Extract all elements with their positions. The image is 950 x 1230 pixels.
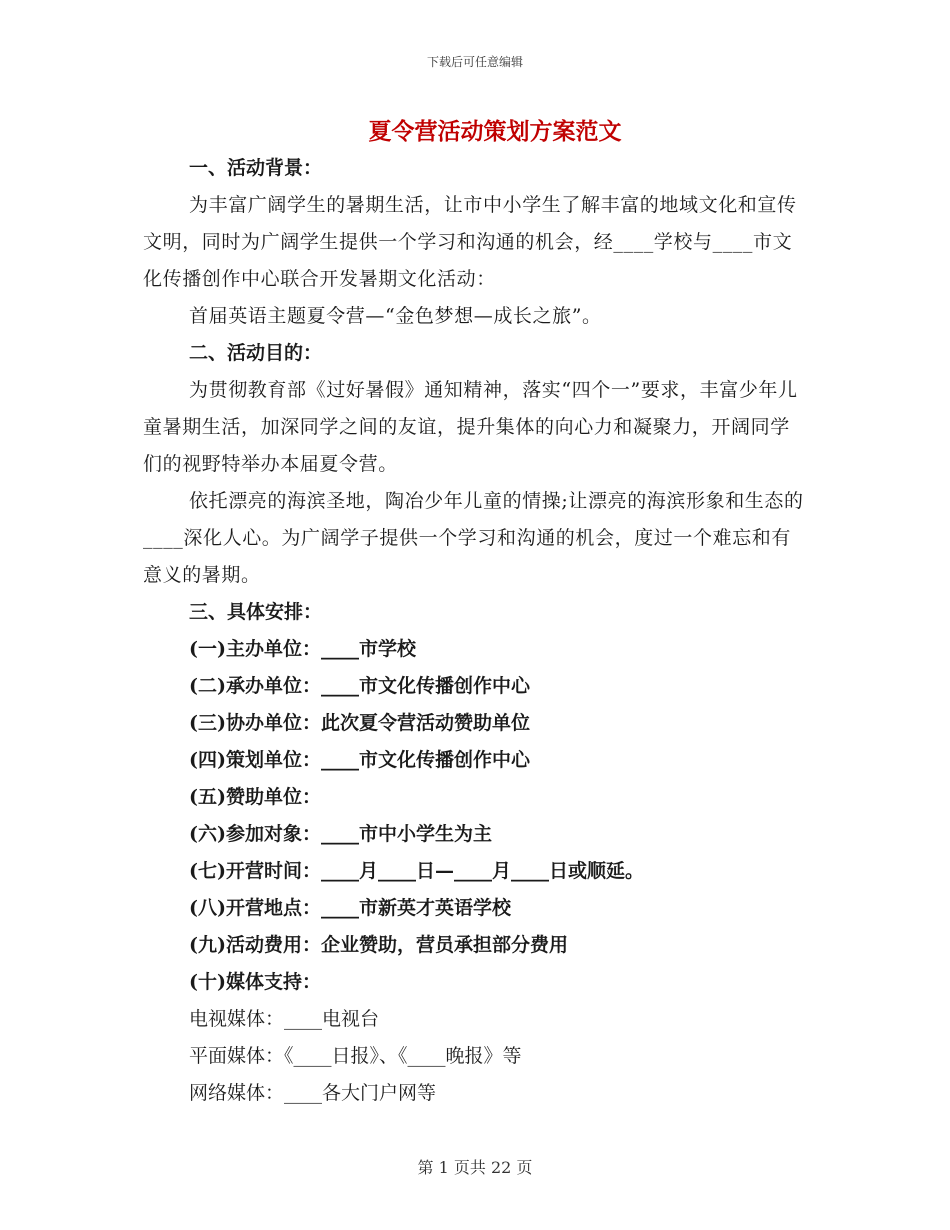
arrangement-item: (三)协办单位：此次夏令营活动赞助单位: [189, 712, 530, 734]
section-heading-arrangement: 三、具体安排：: [189, 601, 323, 623]
section-heading-purpose: 二、活动目的：: [189, 342, 323, 364]
arrangement-item: (七)开营时间：____月____日—____月____日或顺延。: [189, 860, 644, 882]
section-heading-background: 一、活动背景：: [189, 157, 323, 179]
arrangement-item: (六)参加对象：____市中小学生为主: [189, 823, 492, 845]
background-paragraph-2: 首届英语主题夏令营—“金色梦想—成长之旅”。: [189, 305, 602, 327]
arrangement-item: (八)开营地点：____市新英才英语学校: [189, 897, 511, 919]
media-item: 电视媒体：____电视台: [189, 1008, 380, 1030]
document-body: [143, 150, 808, 1112]
arrangement-item: (九)活动费用：企业赞助，营员承担部分费用: [189, 934, 568, 956]
purpose-paragraph-1: 为贯彻教育部《过好暑假》通知精神，落实“四个一”要求，丰富少年儿童暑期生活，加深同学之间的友谊，提升集体的向心力和凝聚力，开阔同学们的视野特举办本届夏令营。: [143, 379, 798, 475]
page-footer: 第 1 页共 22 页: [417, 1158, 533, 1177]
arrangement-item: (二)承办单位：____市文化传播创作中心: [189, 675, 530, 697]
arrangement-item: (五)赞助单位：: [189, 786, 321, 808]
arrangement-item: (一)主办单位：____市学校: [189, 638, 416, 660]
arrangement-item: (十)媒体支持：: [189, 971, 321, 993]
purpose-paragraph-2: 依托漂亮的海滨圣地，陶冶少年儿童的情操;让漂亮的海滨形象和生态的____深化人心。为广阔学子提供一个学习和沟通的机会，度过一个难忘和有意义的暑期。: [143, 490, 804, 586]
header-note: 下载后可任意编辑: [426, 55, 523, 69]
media-item: 网络媒体：____各大门户网等: [189, 1082, 437, 1104]
background-paragraph-1: 为丰富广阔学生的暑期生活，让市中小学生了解丰富的地域文化和宣传文明，同时为广阔学生提供一个学习和沟通的机会，经____学校与____市文化传播创作中心联合开发暑期文化活动：: [143, 194, 797, 290]
media-item: 平面媒体：《____日报》、《____晚报》等: [189, 1045, 522, 1067]
arrangement-item: (四)策划单位：____市文化传播创作中心: [189, 749, 530, 771]
document-title: 夏令营活动策划方案范文: [368, 118, 622, 145]
